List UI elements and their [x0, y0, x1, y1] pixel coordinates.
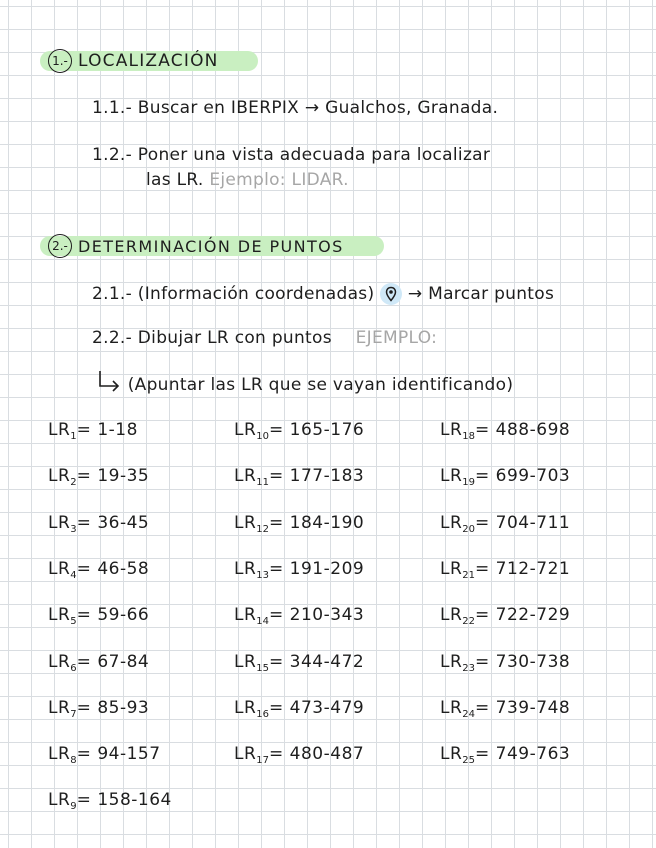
lr-index: 23: [462, 663, 476, 674]
step-2-2-label: 2.2.-: [92, 328, 133, 348]
map-pin-icon: [380, 283, 402, 305]
lr-index: 6: [70, 663, 77, 674]
lr-range: = 712-721: [475, 559, 571, 579]
step-2-1-action: Marcar puntos: [428, 284, 555, 304]
lr-index: 3: [70, 524, 77, 535]
lr-range: = 165-176: [269, 420, 365, 440]
lr-entry: [234, 466, 364, 488]
lr-index: 11: [256, 477, 270, 488]
lr-range: = 94-157: [76, 744, 161, 764]
lr-index: 4: [70, 570, 77, 581]
lr-range: = 46-58: [76, 559, 150, 579]
lr-entry: [48, 605, 149, 627]
lr-entry: [440, 652, 570, 674]
lr-index: 25: [462, 755, 476, 766]
lr-entry: [440, 513, 570, 535]
lr-prefix: LR: [48, 559, 71, 579]
lr-entry: [440, 466, 570, 488]
lr-entry: [48, 698, 149, 720]
corner-arrow-icon: [96, 370, 122, 392]
lr-prefix: LR: [48, 466, 71, 486]
lr-range: = 184-190: [269, 513, 365, 533]
lr-range: = 699-703: [475, 466, 571, 486]
lr-index: 16: [256, 709, 270, 720]
lr-prefix: LR: [48, 420, 71, 440]
lr-entry: [234, 513, 364, 535]
step-1-1-label: 1.1.-: [92, 98, 133, 118]
lr-entry: [48, 790, 172, 812]
lr-range: = 177-183: [269, 466, 365, 486]
lr-entry: [234, 698, 364, 720]
lr-prefix: LR: [440, 559, 463, 579]
lr-prefix: LR: [234, 559, 257, 579]
section-2-header: [48, 233, 344, 259]
lr-entry: [48, 466, 149, 488]
step-1-2-text-cont: las LR.: [146, 170, 204, 190]
lr-index: 8: [70, 755, 77, 766]
step-1-2-text: Poner una vista adecuada para localizar: [137, 145, 491, 165]
section-2-title: DETERMINACIÓN DE PUNTOS: [78, 236, 344, 256]
step-1-1: [92, 98, 498, 118]
lr-prefix: LR: [440, 466, 463, 486]
section-2-number: 2.-: [48, 234, 72, 258]
lr-entry: [440, 698, 570, 720]
step-2-1-label: 2.1.-: [92, 284, 133, 304]
lr-prefix: LR: [234, 513, 257, 533]
lr-index: 1: [70, 431, 77, 442]
step-1-2-example: Ejemplo: LIDAR.: [209, 170, 349, 190]
step-1-2-line-2: [146, 170, 349, 190]
section-1-title: LOCALIZACIÓN: [78, 51, 219, 71]
step-2-2-example: EJEMPLO:: [355, 328, 438, 348]
lr-entry: [48, 652, 149, 674]
step-1-1-text: Buscar en IBERPIX: [137, 98, 300, 118]
lr-index: 14: [256, 616, 270, 627]
lr-entry: [440, 420, 570, 442]
lr-range: = 158-164: [76, 790, 172, 810]
section-1-header: [48, 48, 219, 74]
lr-prefix: LR: [440, 698, 463, 718]
lr-index: 18: [462, 431, 476, 442]
lr-index: 21: [462, 570, 476, 581]
lr-prefix: LR: [440, 513, 463, 533]
lr-prefix: LR: [234, 652, 257, 672]
lr-prefix: LR: [48, 744, 71, 764]
lr-prefix: LR: [440, 420, 463, 440]
lr-index: 2: [70, 477, 77, 488]
lr-prefix: LR: [234, 466, 257, 486]
lr-prefix: LR: [48, 652, 71, 672]
lr-range: = 19-35: [76, 466, 150, 486]
lr-range: = 488-698: [475, 420, 571, 440]
step-2-2: [92, 328, 437, 348]
lr-range: = 480-487: [269, 744, 365, 764]
section-1-number: 1.-: [48, 49, 72, 73]
step-2-1: [92, 283, 554, 305]
lr-entry: [234, 652, 364, 674]
arrow-right-icon: →: [407, 284, 423, 304]
lr-entry: [234, 420, 364, 442]
step-2-2-note-text: (Apuntar las LR que se vayan identificando): [127, 375, 514, 395]
lr-range: = 749-763: [475, 744, 571, 764]
lr-index: 13: [256, 570, 270, 581]
lr-prefix: LR: [440, 652, 463, 672]
lr-prefix: LR: [440, 605, 463, 625]
lr-index: 17: [256, 755, 270, 766]
lr-entry: [48, 420, 138, 442]
lr-range: = 1-18: [76, 420, 138, 440]
lr-index: 7: [70, 709, 77, 720]
lr-prefix: LR: [48, 790, 71, 810]
arrow-right-icon: →: [304, 98, 320, 118]
lr-index: 19: [462, 477, 476, 488]
lr-range: = 722-729: [475, 605, 571, 625]
lr-entry: [48, 513, 149, 535]
lr-entry: [440, 605, 570, 627]
lr-prefix: LR: [48, 605, 71, 625]
lr-index: 24: [462, 709, 476, 720]
lr-entry: [48, 744, 161, 766]
lr-prefix: LR: [48, 513, 71, 533]
lr-range: = 67-84: [76, 652, 150, 672]
step-1-1-target: Gualchos, Granada.: [325, 98, 499, 118]
lr-index: 10: [256, 431, 270, 442]
lr-prefix: LR: [440, 744, 463, 764]
step-1-2-line-1: [92, 145, 490, 165]
lr-prefix: LR: [234, 698, 257, 718]
lr-range: = 210-343: [269, 605, 365, 625]
lr-range: = 344-472: [269, 652, 365, 672]
lr-range: = 730-738: [475, 652, 571, 672]
lr-entry: [440, 559, 570, 581]
lr-range: = 191-209: [269, 559, 365, 579]
lr-entry: [234, 744, 364, 766]
lr-range: = 85-93: [76, 698, 150, 718]
lr-entry: [234, 559, 364, 581]
lr-index: 9: [70, 801, 77, 812]
lr-entry: [440, 744, 570, 766]
lr-entry: [48, 559, 149, 581]
step-2-2-note: [96, 370, 513, 395]
lr-index: 5: [70, 616, 77, 627]
lr-prefix: LR: [48, 698, 71, 718]
lr-range: = 704-711: [475, 513, 571, 533]
lr-range: = 36-45: [76, 513, 150, 533]
step-2-2-text: Dibujar LR con puntos: [137, 328, 332, 348]
lr-index: 22: [462, 616, 476, 627]
lr-index: 20: [462, 524, 476, 535]
step-2-1-text: (Información coordenadas): [137, 284, 375, 304]
lr-entry: [234, 605, 364, 627]
lr-prefix: LR: [234, 605, 257, 625]
lr-range: = 59-66: [76, 605, 150, 625]
lr-index: 12: [256, 524, 270, 535]
lr-index: 15: [256, 663, 270, 674]
step-1-2-label: 1.2.-: [92, 145, 133, 165]
lr-prefix: LR: [234, 744, 257, 764]
lr-range: = 739-748: [475, 698, 571, 718]
lr-prefix: LR: [234, 420, 257, 440]
lr-range: = 473-479: [269, 698, 365, 718]
